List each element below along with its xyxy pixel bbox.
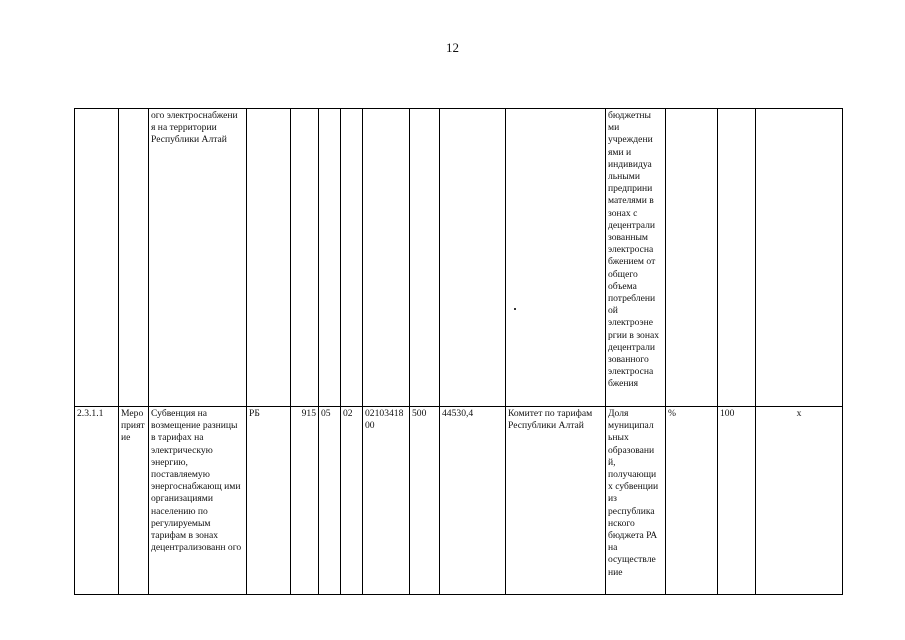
cell-pr <box>341 109 363 407</box>
cell-rz: 05 <box>319 407 341 595</box>
cell-vr: 500 <box>410 407 440 595</box>
cell-rz <box>319 109 341 407</box>
cell-indicator: Доля муниципал ьных образовани й, получающи х субвенции из республика нского бюджета РА на осуществле ние <box>606 407 666 595</box>
program-table <box>74 108 843 595</box>
cell-type: Мероприятие <box>119 407 149 595</box>
cell-csr: 0210341800 <box>363 407 410 595</box>
cell-executor <box>506 109 606 407</box>
cell-executor: Комитет по тарифам Республики Алтай <box>506 407 606 595</box>
page-number: 12 <box>446 40 459 55</box>
table-row <box>75 407 843 595</box>
cell-value: 100 <box>718 407 756 595</box>
cell-num <box>75 109 119 407</box>
cell-source: РБ <box>247 407 291 595</box>
cell-note: х <box>756 407 843 595</box>
cell-num: 2.3.1.1 <box>75 407 119 595</box>
cell-source <box>247 109 291 407</box>
cell-name: Субвенция на возмещение разницы в тарифах на электрическую энергию, поставляемую энергоснабжающ ими организациями населению по регулируемым тарифам в зонах децентрализованн ого <box>149 407 247 595</box>
cell-csr <box>363 109 410 407</box>
cell-grbs: 915 <box>291 407 319 595</box>
cell-indicator: бюджетны ми учреждени ями и индивидуа льными предприни мателями в зонах с децентрали зованным электросна бжением от общего объема потреблени ой электроэне ргии в зонах децентрали зованного электросна бжения <box>606 109 666 407</box>
cell-name: ого электроснабжени я на территории Республики Алтай <box>149 109 247 407</box>
table-row <box>75 109 843 407</box>
cell-grbs <box>291 109 319 407</box>
cell-note <box>756 109 843 407</box>
cell-unit <box>666 109 718 407</box>
cell-type <box>119 109 149 407</box>
cell-amount: 44530,4 <box>440 407 506 595</box>
cell-unit: % <box>666 407 718 595</box>
cell-amount <box>440 109 506 407</box>
scan-speck <box>514 308 516 310</box>
cell-vr <box>410 109 440 407</box>
cell-pr: 02 <box>341 407 363 595</box>
cell-value <box>718 109 756 407</box>
